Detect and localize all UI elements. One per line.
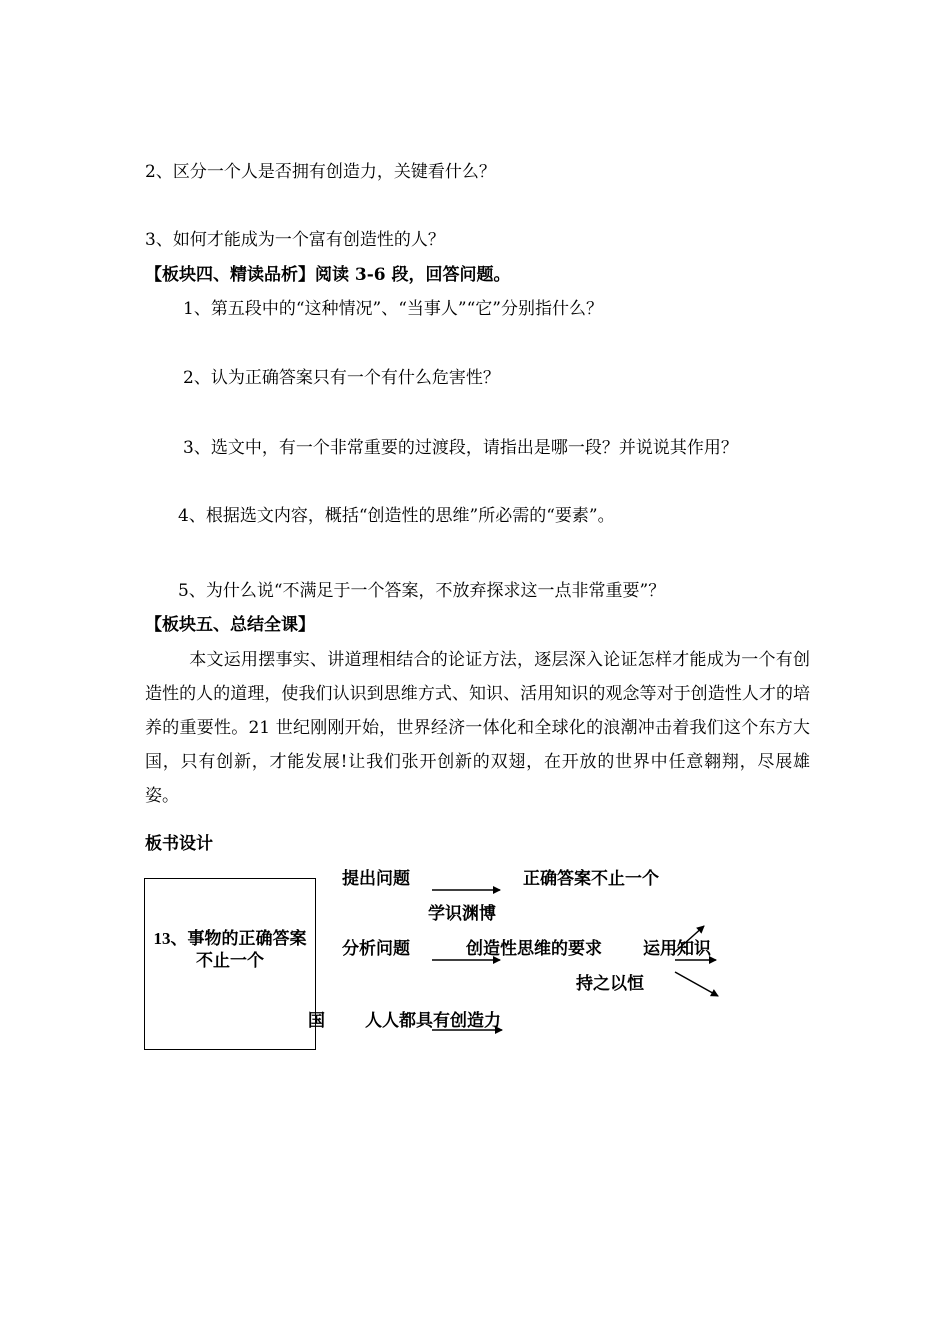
section-4-question-5: 5、为什么说“不满足于一个答案，不放弃探求这一点非常重要”？ bbox=[178, 581, 666, 601]
section-4-question-4: 4、根据选文内容，概括“创造性的思维”所必需的“要素”。 bbox=[178, 506, 615, 526]
label-everyone-creative: 人人都具有创造力 bbox=[365, 1011, 501, 1031]
question-2: 2、区分一个人是否拥有创造力，关键看什么？ bbox=[145, 162, 496, 182]
label-answer-not-one: 正确答案不止一个 bbox=[523, 869, 659, 889]
summary-text: 本文运用摆事实、讲道理相结合的论证方法，逐层深入论证怎样才能成为一个有创造性的人的道理，使我们认识到思维方式、知识、活用知识的观念等对于创造性人才的培养的重要性。21 世纪刚刚开始，世界经济一体化和全球化的浪潮冲击着我们这个东方大国，只有创新，才能发展!让我们张开创新的双翅，在开放的世界中任意翱翔，尽展雄姿。 bbox=[145, 650, 810, 806]
arrow-down-to-persist bbox=[675, 972, 718, 996]
arrow-up-to-knowledge bbox=[675, 926, 704, 952]
section-5-heading: 【板块五、总结全课】 bbox=[145, 615, 315, 635]
section-4-question-2: 2、认为正确答案只有一个有什么危害性？ bbox=[183, 368, 500, 388]
label-analyze-question: 分析问题 bbox=[342, 939, 410, 959]
label-apply-knowledge: 运用知识 bbox=[643, 939, 711, 959]
board-title-text: 13、事物的正确答案不止一个 bbox=[153, 929, 307, 970]
label-persist: 持之以恒 bbox=[576, 974, 644, 994]
label-knowledge: 学识渊博 bbox=[428, 904, 496, 924]
label-raise-question: 提出问题 bbox=[342, 869, 410, 889]
section-4-heading: 【板块四、精读品析】阅读 3-6 段，回答问题。 bbox=[145, 265, 511, 285]
section-4-question-3: 3、选文中，有一个非常重要的过渡段，请指出是哪一段？并说说其作用？ bbox=[183, 438, 738, 458]
label-requirements: 创造性思维的要求 bbox=[466, 939, 602, 959]
board-design-heading: 板书设计 bbox=[145, 834, 213, 854]
question-3: 3、如何才能成为一个富有创造性的人？ bbox=[145, 230, 445, 250]
section-4-question-1: 1、第五段中的“这种情况”、“当事人”“它”分别指什么？ bbox=[183, 299, 603, 319]
label-clipped-char: 国 bbox=[308, 1011, 325, 1031]
